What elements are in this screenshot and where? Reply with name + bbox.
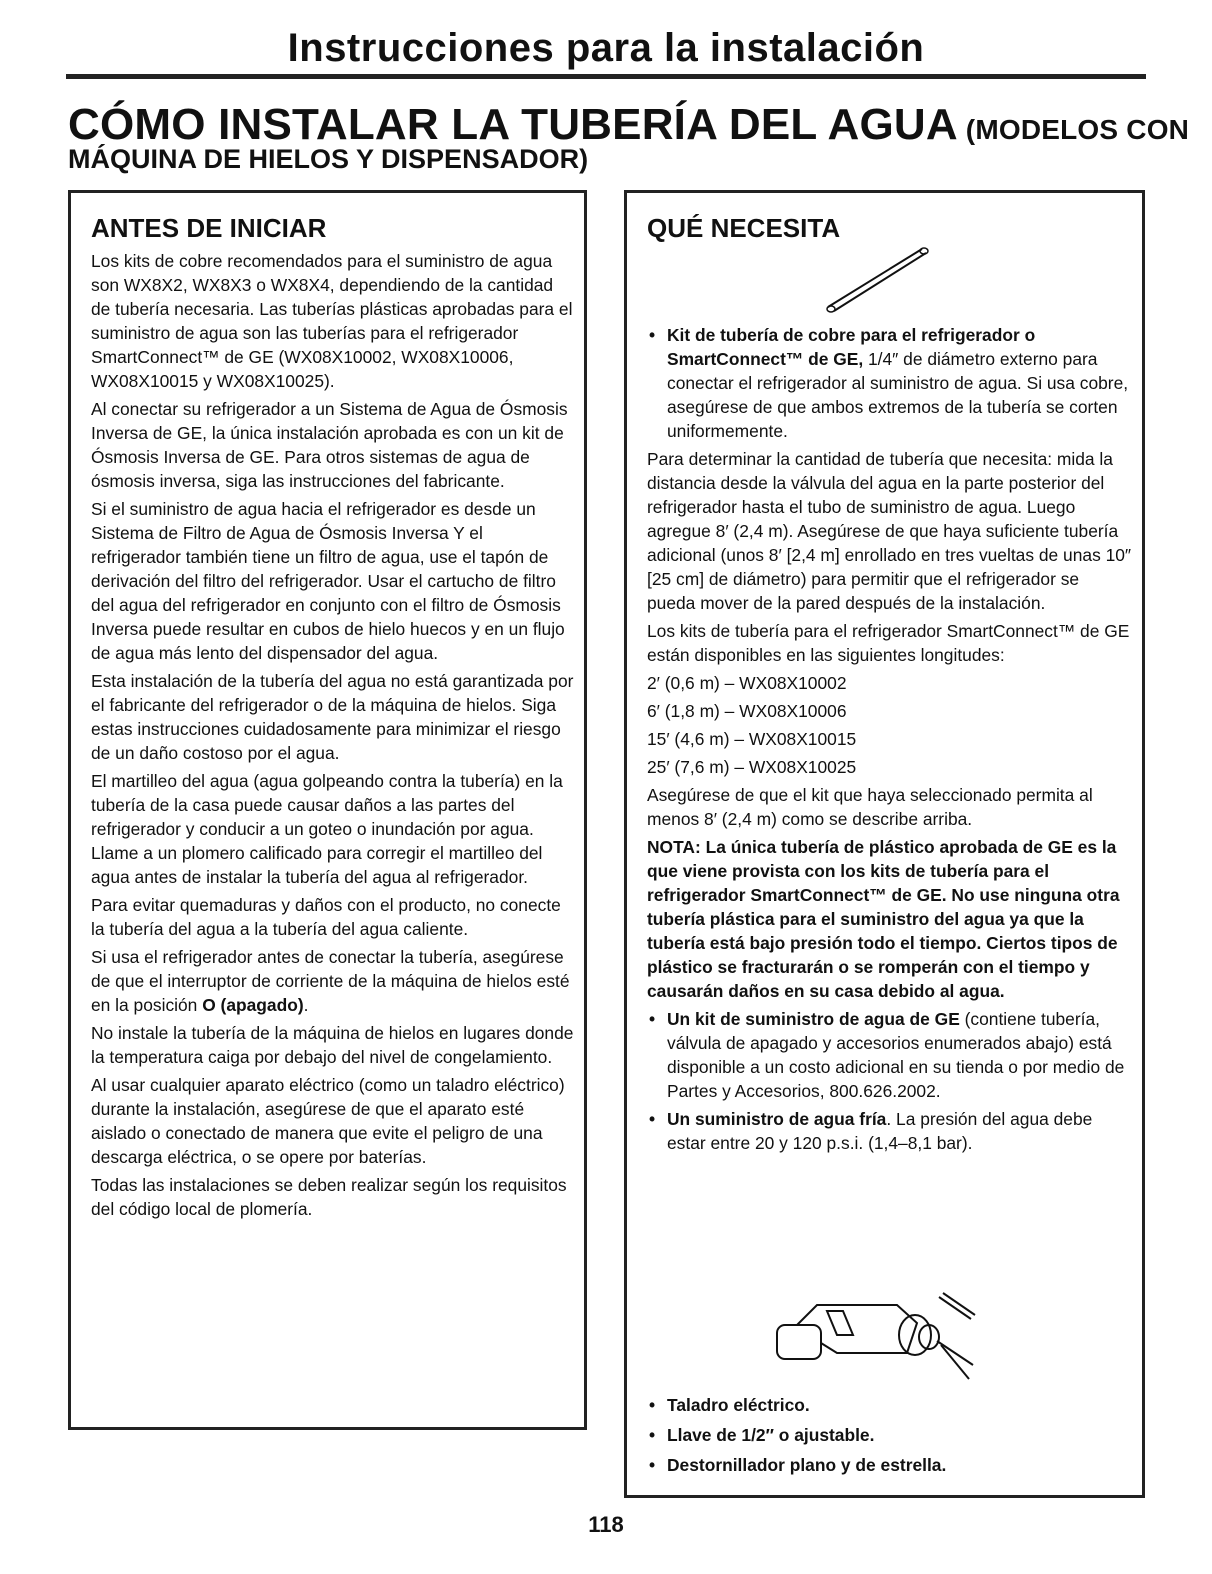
what-you-need-heading: QUÉ NECESITA xyxy=(647,213,841,243)
paragraph: Al usar cualquier aparato eléctrico (como un taladro eléctrico) durante la instalación, asegúrese de que el aparato esté aislado o conectado de manera que evite el peligro de una descarga eléctrica, o se opere por baterías. xyxy=(91,1075,565,1167)
paragraph: El martilleo del agua (agua golpeando contra la tubería) en la tubería de la casa puede causar daños a las partes del refrigerador y conducir a un goteo o inundación por agua. Llame a un plomero calificado para corregir el martilleo del agua antes de instalar la tubería del agua al refrigerador. xyxy=(91,771,563,887)
supply-kit-text: (contiene tubería, válvula de apagado y accesorios enumerados abajo) está disponible a un costo adicional en su tienda o por medio de Partes y Accesorios, 800.626.2002. xyxy=(667,1009,1125,1101)
paragraph: Asegúrese de que el kit que haya seleccionado permita al menos 8′ (2,4 m) como se describe arriba. xyxy=(647,785,1093,829)
cold-water-text: . La presión del agua debe estar entre 20 y 120 p.s.i. (1,4–8,1 bar). xyxy=(667,1109,1093,1153)
note-paragraph: NOTA: La única tubería de plástico aprobada de GE es la que viene provista con los kits de tubería para el refrigerador SmartConnect™ de GE. No use ninguna otra tubería plástica para el suministro del agua ya que la tubería está bajo presión todo el tiempo. Ciertos tipos de plástico se fracturarán o se romperán con el tiempo y causarán daños en su casa debido al agua. xyxy=(647,837,1120,1001)
list-item: 2′ (0,6 m) – WX08X10002 xyxy=(647,673,847,693)
list-item-copper-kit xyxy=(647,323,1132,443)
paragraph: Para evitar quemaduras y daños con el producto, no conecte la tubería del agua a la tubería del agua caliente. xyxy=(91,895,561,939)
paragraph-text-end: . xyxy=(303,995,309,1015)
list-item-supply-kit xyxy=(647,1007,1132,1103)
what-you-need-content xyxy=(647,323,1132,1159)
before-you-begin-content xyxy=(91,249,576,1225)
main-title-text: CÓMO INSTALAR LA TUBERÍA DEL AGUA xyxy=(68,100,958,149)
page-header-title: Instrucciones para la instalación xyxy=(287,26,925,70)
paragraph: No instale la tubería de la máquina de hielos en lugares donde la temperatura caiga por debajo del nivel de congelamiento. xyxy=(91,1023,574,1067)
main-subtitle: MÁQUINA DE HIELOS Y DISPENSADOR) xyxy=(68,144,589,174)
copper-kit-text: 1/4″ de diámetro externo para conectar el refrigerador al suministro de agua. Si usa cobre, asegúrese de que ambos extremos de la tubería se corten uniformemente. xyxy=(667,349,1129,441)
paragraph: Todas las instalaciones se deben realizar según los requisitos del código local de plomería. xyxy=(91,1175,567,1219)
paragraph: Los kits de tubería para el refrigerador SmartConnect™ de GE están disponibles en las siguientes longitudes: xyxy=(647,621,1130,665)
header-divider xyxy=(66,74,1146,79)
what-you-need-box xyxy=(624,190,1145,1498)
paragraph-text: Si usa el refrigerador antes de conectar la tubería, asegúrese de que el interruptor de corriente de la máquina de hielos esté en la posición xyxy=(91,947,570,1015)
tools-list xyxy=(647,1393,1132,1481)
tubing-icon xyxy=(822,243,932,315)
paragraph-ice-switch xyxy=(91,945,576,1017)
list-item: • Taladro eléctrico. xyxy=(647,1393,1132,1417)
paragraph: Para determinar la cantidad de tubería que necesita: mida la distancia desde la válvula del agua en la parte posterior del refrigerador hasta el tubo de suministro de agua. Luego agregue 8′ (2,4 m). Asegúrese de que haya suficiente tubería adicional (unos 8′ [2,4 m] enrollado en tres vueltas de unas 10″ [25 cm] de diámetro) para permitir que el refrigerador se pueda mover de la pared después de la instalación. xyxy=(647,449,1132,613)
list-item-cold-water xyxy=(647,1107,1132,1155)
list-item: 25′ (7,6 m) – WX08X10025 xyxy=(647,757,857,777)
before-you-begin-box xyxy=(68,190,587,1430)
off-position-label: O (apagado) xyxy=(202,995,304,1015)
cold-water-label: Un suministro de agua fría xyxy=(667,1109,887,1129)
paragraph: Los kits de cobre recomendados para el suministro de agua son WX8X2, WX8X3 o WX8X4, dependiendo de la cantidad de tubería necesaria. Las tuberías plásticas aprobadas para el suministro de agua son las tuberías para el refrigerador SmartConnect™ de GE (WX08X10002, WX08X10006, WX08X10015 y WX08X10025). xyxy=(91,251,573,391)
tubing-lengths-list xyxy=(647,671,1132,779)
list-item: • Llave de 1/2″ o ajustable. xyxy=(647,1423,1132,1447)
paragraph: Esta instalación de la tubería del agua no está garantizada por el fabricante del refrigerador o de la máquina de hielos. Siga estas instrucciones cuidadosamente para minimizar el riesgo de un daño costoso por el agua. xyxy=(91,671,574,763)
supply-kit-label: Un kit de suministro de agua de GE xyxy=(667,1009,960,1029)
list-item: 6′ (1,8 m) – WX08X10006 xyxy=(647,701,847,721)
main-title-suffix: (MODELOS CON xyxy=(957,114,1190,145)
list-item: 15′ (4,6 m) – WX08X10015 xyxy=(647,729,857,749)
paragraph: Si el suministro de agua hacia el refrigerador es desde un Sistema de Filtro de Agua de Ósmosis Inversa Y el refrigerador también tiene un filtro de agua, use el tapón de derivación del filtro del refrigerador. Usar el cartucho de filtro del agua del refrigerador en conjunto con el filtro de Ósmosis Inversa puede resultar en cubos de hielo huecos y en un flujo de agua más lento del dispensador del agua. xyxy=(91,499,565,663)
page-number: 118 xyxy=(588,1512,624,1537)
drill-icon xyxy=(757,1283,977,1383)
list-item: • Destornillador plano y de estrella. xyxy=(647,1453,1132,1477)
paragraph: Al conectar su refrigerador a un Sistema de Agua de Ósmosis Inversa de GE, la única instalación aprobada es con un kit de Ósmosis Inversa de GE. Para otros sistemas de agua de ósmosis inversa, siga las instrucciones del fabricante. xyxy=(91,399,568,491)
copper-kit-label: Kit de tubería de cobre para el refrigerador o SmartConnect™ de GE, xyxy=(667,325,1036,369)
before-you-begin-heading: ANTES DE INICIAR xyxy=(91,213,327,243)
